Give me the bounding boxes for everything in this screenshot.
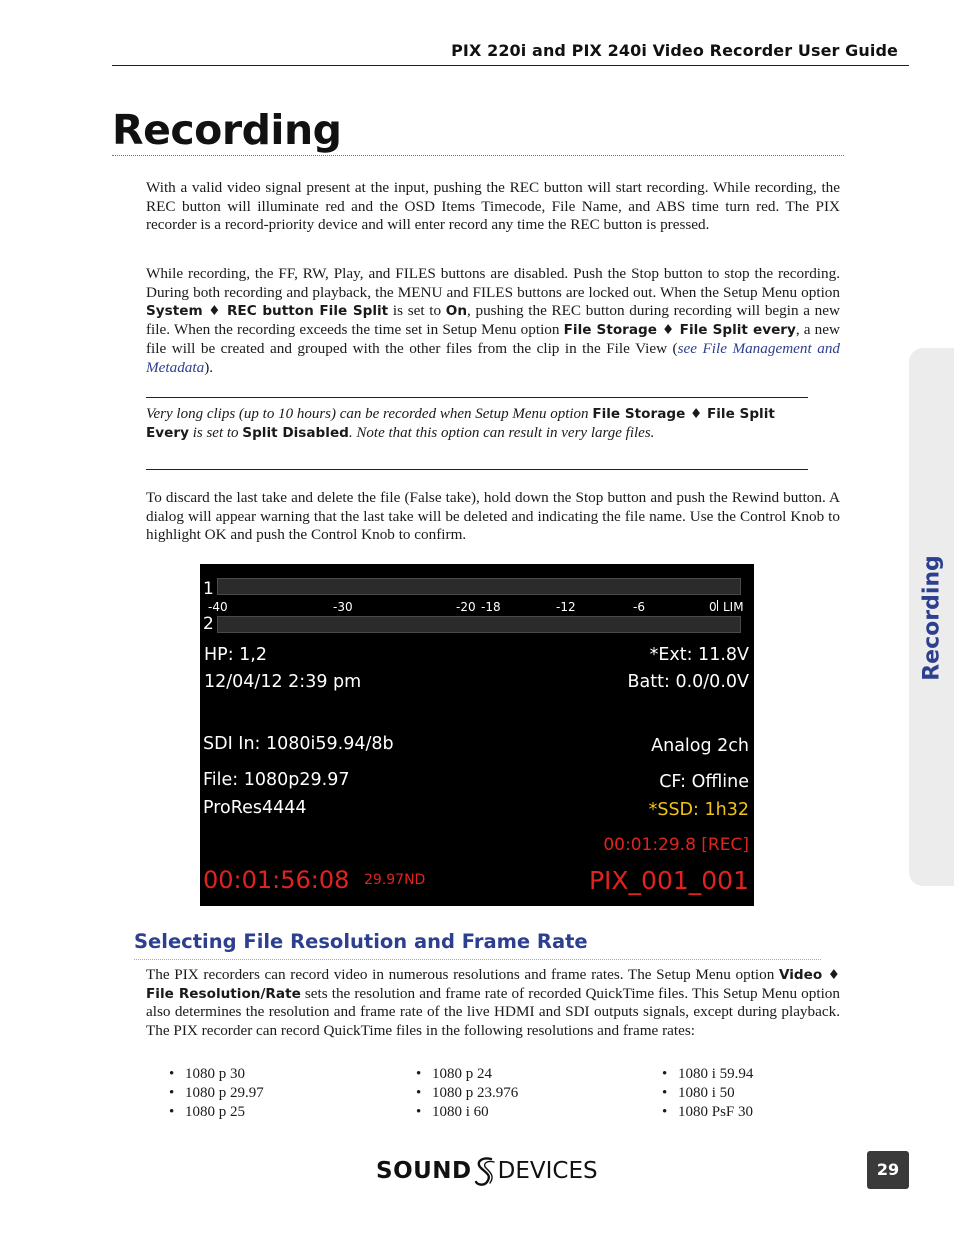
osd-screenshot (200, 564, 754, 906)
list-item: • 1080 i 60 (416, 1103, 518, 1122)
meter-tick-mark (717, 600, 718, 611)
menu-value: On (445, 303, 467, 320)
osd-ssd-status: *SSD: 1h32 (648, 800, 749, 820)
meter-2-label: 2 (203, 614, 214, 634)
meter-tick: -20 (456, 600, 476, 614)
osd-frame-rate: 29.97ND (364, 872, 426, 888)
osd-file-name: PIX_001_001 (588, 866, 749, 895)
meter-tick: -18 (481, 600, 501, 614)
section-divider (134, 959, 821, 960)
meter-tick: 0 (709, 600, 717, 614)
list-item: • 1080 p 29.97 (169, 1084, 264, 1103)
menu-value: Split Disabled (242, 424, 349, 441)
header-divider (112, 65, 909, 66)
meter-tick: -30 (333, 600, 353, 614)
osd-analog: Analog 2ch (651, 736, 749, 756)
list-item: • 1080 p 24 (416, 1065, 518, 1084)
osd-abs-time: 00:01:29.8 [REC] (603, 835, 749, 855)
osd-datetime: 12/04/12 2:39 pm (204, 672, 362, 692)
note-box: Very long clips (up to 10 hours) can be recorded when Setup Menu option File Storage ♦ File Split Every is set to Split Disabled. Note that this option can result in very large files. (146, 406, 775, 441)
cross-reference-link[interactable]: see File Management and Metadata (146, 339, 841, 376)
resolution-list-col-3 (662, 1065, 753, 1122)
note-bottom-rule (146, 469, 808, 470)
osd-battery: Batt: 0.0/0.0V (627, 672, 749, 692)
list-item: • 1080 PsF 30 (662, 1103, 753, 1122)
meter-tick: -12 (556, 600, 576, 614)
resolution-list-col-1 (169, 1065, 264, 1122)
list-item: • 1080 i 59.94 (662, 1065, 753, 1084)
meter-bar-1 (217, 578, 741, 595)
meter-1-label: 1 (203, 579, 214, 599)
title-divider (112, 155, 844, 156)
paragraph-resolution-intro: The PIX recorders can record video in numerous resolutions and frame rates. The Setup Menu option Video ♦ File Resolution/Rate sets the resolution and frame rate of recorded QuickTime files. This Setup Menu option also determines the resolution and frame rate of the live HDMI and SDI outputs signals, except during playback. The PIX recorder can record QuickTime files in the following resolutions and frame rates: (146, 966, 840, 1040)
page-number: 29 (867, 1151, 909, 1189)
page-title: Recording (112, 106, 342, 154)
meter-tick: -40 (208, 600, 228, 614)
running-header: PIX 220i and PIX 240i Video Recorder User Guide (451, 41, 898, 60)
list-item: • 1080 p 25 (169, 1103, 264, 1122)
menu-path: Video ♦ File Resolution/Rate (146, 967, 840, 1002)
paragraph-recording-intro: With a valid video signal present at the input, pushing the REC button will start recording. While recording, the REC button will illuminate red and the OSD Items Timecode, File Name, and ABS time turn red. The PIX recorder is a record-priority device and will enter record any time the REC button is pressed. (146, 179, 840, 234)
chapter-side-tab-label: Recording (919, 555, 945, 681)
logo-s-wave-icon (472, 1155, 498, 1187)
note-top-rule (146, 397, 808, 398)
meter-tick: LIM (723, 600, 744, 614)
paragraph-false-take: To discard the last take and delete the file (False take), hold down the Stop button and push the Rewind button. A dialog will appear warning that the last take will be deleted and indicating the file name. Use the Control Knob to highlight OK and push the Control Knob to confirm. (146, 489, 840, 544)
sound-devices-logo: SOUND DEVICES (376, 1155, 598, 1187)
resolution-list-col-2 (416, 1065, 518, 1122)
paragraph-recording-controls: While recording, the FF, RW, Play, and FILES buttons are disabled. Push the Stop button to stop the recording. During both recording and playback, the MENU and FILES buttons are locked out. When the Setup Menu option System ♦ REC button File Split is set to On, pushing the REC button during recording will begin a new file. When the recording exceeds the time set in Setup Menu option File Storage ♦ File Split every, a new file will be created and grouped with the other files from the clip in the File View (see File Management and Metadata). (146, 265, 841, 376)
osd-sdi-input: SDI In: 1080i59.94/8b (203, 734, 394, 754)
list-item: • 1080 p 30 (169, 1065, 264, 1084)
menu-path: File Storage ♦ File Split every (563, 322, 796, 339)
menu-path: System ♦ REC button File Split (146, 303, 389, 320)
osd-external-power: *Ext: 11.8V (649, 645, 749, 665)
list-item: • 1080 p 23.976 (416, 1084, 518, 1103)
menu-path: File Storage ♦ File Split Every (146, 406, 775, 441)
list-item: • 1080 i 50 (662, 1084, 753, 1103)
osd-timecode: 00:01:56:08 (203, 866, 350, 894)
osd-file-format: File: 1080p29.97 (203, 770, 350, 790)
meter-tick: -6 (633, 600, 645, 614)
meter-bar-2 (217, 616, 741, 633)
section-heading: Selecting File Resolution and Frame Rate (134, 930, 588, 953)
osd-codec: ProRes4444 (203, 798, 307, 818)
osd-headphone: HP: 1,2 (204, 645, 268, 665)
osd-cf-status: CF: Offline (659, 772, 749, 792)
